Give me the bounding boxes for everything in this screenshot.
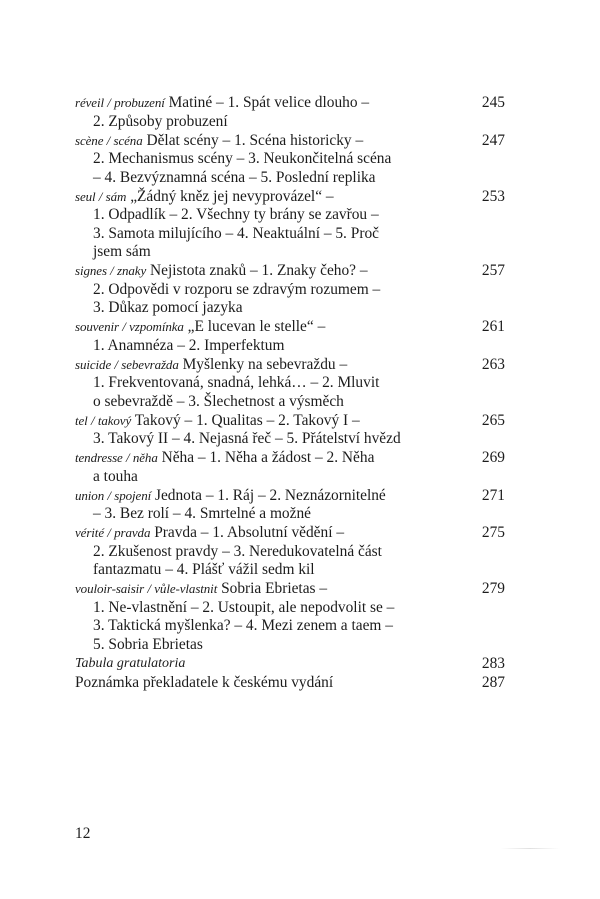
czech-term: sebevražda (121, 356, 179, 372)
toc-entry-continuation (75, 150, 505, 169)
french-term: souvenir (75, 319, 119, 334)
toc-entry-first-line (75, 188, 505, 207)
toc-entry-text: 3. Takový II – 4. Nejasná řeč – 5. Přátelství hvězd (93, 430, 401, 447)
term-separator: / (111, 356, 122, 372)
french-term: réveil (75, 95, 104, 110)
toc-entry-text: 1. Frekventovaná, snadná, lehká… – 2. Mluvit (93, 374, 380, 391)
french-term: tel (75, 412, 88, 428)
toc-entry-continuation (75, 169, 505, 188)
toc-entry-text: jsem sám (93, 243, 151, 260)
toc-entry-text: Něha – 1. Něha a žádost – 2. Něha (161, 449, 375, 466)
term-separator: / (122, 450, 133, 465)
toc-entry-first-line (75, 356, 505, 375)
toc-entry-text: – 4. Bezvýznamná scéna – 5. Poslední replika (93, 168, 376, 186)
toc-entry-text: Matiné – 1. Spát velice dlouho – (168, 94, 370, 111)
toc-entry-first-line (75, 94, 505, 113)
toc-page-number: 263 (481, 355, 505, 373)
toc-entry-continuation (75, 636, 505, 655)
czech-term: vůle-vlastnit (154, 581, 218, 596)
toc-page-number: 253 (481, 187, 505, 205)
toc-entry-text: o sebevraždě – 3. Šlechetnost a výsměch (93, 392, 344, 410)
toc-entry-text: Nejistota znaků – 1. Znaky čeho? – (150, 262, 368, 279)
czech-term: něha (132, 450, 158, 465)
toc-entry-text: 2. Zkušenost pravdy – 3. Neredukovatelná část (93, 542, 382, 560)
toc-entry-continuation (75, 505, 505, 524)
toc-entry-first-line (75, 580, 505, 599)
toc-entry-continuation (75, 206, 505, 225)
toc-entry-text: 5. Sobria Ebrietas (93, 635, 203, 653)
toc-entry (75, 188, 505, 262)
toc-entry-first-line (75, 412, 505, 431)
toc-page-number: 245 (481, 94, 505, 111)
toc-entry-continuation (75, 113, 505, 132)
french-term: suicide (75, 356, 112, 372)
page-number: 12 (75, 825, 91, 842)
toc-entry (75, 262, 505, 318)
toc-page-number: 247 (481, 131, 505, 149)
toc-entry-tabula (75, 655, 505, 674)
term-separator: / (104, 487, 115, 503)
toc-entry (75, 356, 505, 412)
term-separator: / (106, 263, 118, 278)
toc-page-number: 271 (481, 486, 505, 504)
toc-page-number: 265 (481, 411, 505, 429)
toc-entry-continuation (75, 393, 505, 412)
note-title: Poznámka překladatele k českému vydání (75, 673, 334, 691)
toc-entry-text: fantazmatu – 4. Plášť vážil sedm kil (93, 561, 315, 578)
toc-entry-text: 2. Způsoby probuzení (93, 112, 228, 130)
toc-entry-continuation (75, 225, 505, 244)
toc-entry-first-line (75, 318, 505, 337)
term-separator: / (103, 132, 114, 148)
czech-term: znaky (117, 263, 147, 278)
toc-entry-text: Jednota – 1. Ráj – 2. Neznázornitelné (154, 486, 386, 504)
toc-entry-text: 1. Odpadlík – 2. Všechny ty brány se zavřou – (93, 206, 379, 223)
toc-entry (75, 487, 505, 524)
french-term: seul (75, 188, 96, 204)
toc-entry-text: 3. Samota milujícího – 4. Neaktuální – 5. Proč (93, 224, 379, 242)
toc-page-number: 287 (481, 673, 505, 691)
toc-entry-first-line (75, 449, 505, 468)
toc-entry-first-line (75, 132, 505, 151)
toc-page-number: 275 (481, 524, 505, 541)
toc-entry (75, 449, 505, 486)
term-separator: / (95, 188, 106, 204)
toc-entry-continuation (75, 374, 505, 393)
toc-entry-text: 2. Odpovědi v rozporu se zdravým rozumem – (93, 280, 381, 298)
toc-entry-first-line (75, 524, 505, 543)
french-term: tendresse (75, 450, 123, 465)
toc-entry-continuation (75, 543, 505, 562)
page-edge-mark (500, 848, 560, 849)
toc-entry-text: „Žádný kněz jej nevyprovázel“ – (130, 187, 334, 205)
toc-page-number: 261 (481, 318, 505, 335)
czech-term: spojení (114, 487, 152, 503)
term-separator: / (118, 319, 130, 334)
toc-entry-text: 3. Důkaz pomocí jazyka (93, 299, 243, 316)
french-term: scène (75, 132, 104, 148)
toc-page-number: 269 (481, 449, 505, 466)
czech-term: pravda (114, 525, 151, 540)
czech-term: scéna (113, 132, 143, 148)
toc-entry-continuation (75, 599, 505, 618)
toc-entry-continuation (75, 468, 505, 487)
toc-entry-continuation (75, 337, 505, 356)
czech-term: takový (97, 412, 132, 428)
toc-entry (75, 412, 505, 449)
toc-entry-text: „E lucevan le stelle“ – (187, 318, 326, 335)
toc-entry-text: – 3. Bez rolí – 4. Smrtelné a možné (93, 505, 311, 522)
toc-entry-first-line (75, 262, 505, 281)
toc-entry-continuation (75, 430, 505, 449)
french-term: vouloir-saisir (75, 581, 145, 596)
term-separator: / (104, 525, 115, 540)
term-separator: / (87, 412, 98, 428)
toc-entry-continuation (75, 617, 505, 636)
czech-term: probuzení (114, 95, 165, 110)
french-term: vérité (75, 525, 104, 540)
toc-entry-text: a touha (93, 467, 138, 485)
czech-term: vzpomínka (129, 319, 184, 334)
toc-entry-text: 1. Anamnéza – 2. Imperfektum (93, 336, 285, 354)
toc-entry-continuation (75, 561, 505, 580)
toc-page-number: 257 (481, 262, 505, 279)
toc-page-number: 279 (481, 580, 505, 597)
toc-entry-text: 1. Ne-vlastnění – 2. Ustoupit, ale nepodvolit se – (93, 598, 395, 616)
toc-entry-continuation (75, 243, 505, 262)
toc-entry-text: Takový – 1. Qualitas – 2. Takový I – (134, 411, 360, 429)
tabula-title: Tabula gratulatoria (75, 655, 186, 671)
toc-entry (75, 524, 505, 580)
czech-term: sám (105, 188, 127, 204)
toc-page-number: 283 (481, 654, 505, 672)
toc-entry-text: Sobria Ebrietas – (221, 580, 328, 597)
toc-entry (75, 318, 505, 355)
toc-entry (75, 132, 505, 188)
toc-entry (75, 580, 505, 654)
term-separator: / (104, 95, 115, 110)
toc-entry-text: 2. Mechanismus scény – 3. Neukončitelná scéna (93, 150, 392, 167)
toc-entry-text: Myšlenky na sebevraždu – (182, 355, 348, 373)
term-separator: / (144, 581, 155, 596)
french-term: signes (75, 263, 107, 278)
toc-entry-text: Pravda – 1. Absolutní vědění – (154, 524, 345, 541)
toc-entry-continuation (75, 281, 505, 300)
french-term: union (75, 487, 105, 503)
toc-entry-note (75, 674, 505, 693)
toc-entry-first-line (75, 487, 505, 506)
toc-entry-text: Dělat scény – 1. Scéna historicky – (146, 131, 364, 149)
toc-entry-text: 3. Taktická myšlenka? – 4. Mezi zenem a taem – (93, 617, 393, 634)
toc-entry (75, 94, 505, 131)
table-of-contents (75, 94, 505, 692)
toc-entry-continuation (75, 299, 505, 318)
